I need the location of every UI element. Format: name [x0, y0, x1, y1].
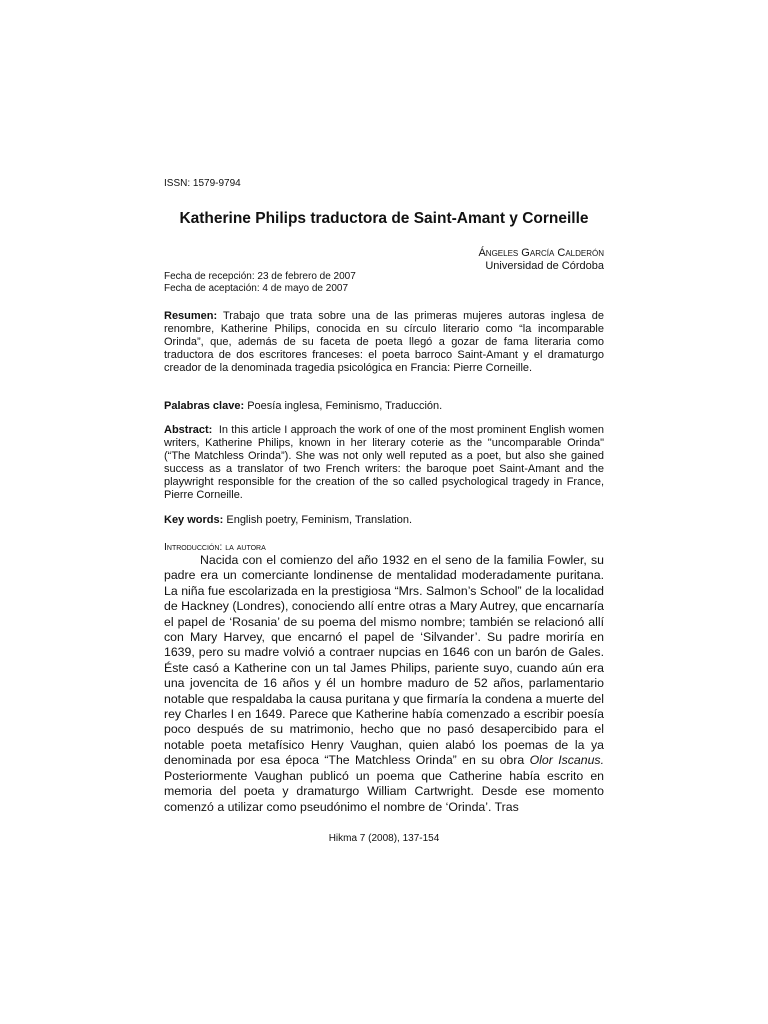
date-accepted: Fecha de aceptación: 4 de mayo de 2007 — [164, 283, 349, 294]
author-name: Ángeles García Calderón — [478, 247, 604, 259]
intro-body-paragraph: Nacida con el comienzo del año 1932 en el seno de la familia Fowler, su padre era un comerciante londinense de mentalidad moderadamente puritana. La niña fue escolarizada en la prestigiosa “Mrs. Salmon’s School” de la localidad de Hackney (Londres), conociendo allí entre otras a Mary Autrey, que encarnaría el papel de ‘Rosania’ de su poema del mismo nombre; también se relacionó allí con Mary Harvey, que encarnó el papel de ‘Silvander’. Su padre moriría en 1639, pero su madre volvió a contraer nupcias en 1646 con un barón de Gales. Éste casó a Katherine con un tal James Philips, pariente suyo, cuando aún era una jovencita de 16 años y él un hombre maduro de 52 años, parlamentario notable que respaldaba la causa puritana y que firmaría la condena a muerte del rey Charles I en 1649. Parece que Katherine había comenzado a escribir poesía poco después de su matrimonio, hecho que no pasó desapercibido para el notable poeta metafísico Henry Vaughan, quien alabó los poemas de la ya denominada por esa época “The Matchless Orinda” en su obra Olor Iscanus. Posteriormente Vaughan publicó un poema que Catherine había escrito en memoria del poeta y dramaturgo William Cartwright. Desde ese momento comenzó a utilizar como pseudónimo el nombre de ‘Orinda’. Tras — [164, 553, 604, 814]
palabras-clave-paragraph — [164, 400, 604, 413]
work-title-italic: Olor Iscanus. — [529, 753, 604, 768]
palabras-clave-text: Poesía inglesa, Feminismo, Traducción. — [247, 400, 443, 412]
resumen-text: Trabajo que trata sobre una de las primeras mujeres autoras inglesa de renombre, Katherine Philips, conocida en su círculo literario como “la incomparable Orinda”, que, además de su faceta de poeta llegó a gozar de fama literaria como traductora de dos escritores franceses: el poeta barroco Saint-Amant y el dramaturgo creador de la denominada tragedia psicológica en Francia: Pierre Corneille. — [164, 310, 604, 374]
key-words-text: English poetry, Feminism, Translation. — [226, 514, 413, 526]
abstract-label: Abstract: — [164, 424, 213, 436]
dates-block — [164, 271, 604, 295]
palabras-clave-label: Palabras clave: — [164, 400, 245, 412]
key-words-label: Key words: — [164, 514, 224, 526]
resumen-paragraph — [164, 310, 604, 375]
article-title: Katherine Philips traductora de Saint-Amant y Corneille — [179, 210, 589, 227]
author-block — [164, 247, 604, 273]
footer-citation: Hikma 7 (2008), 137-154 — [328, 833, 440, 844]
key-words-paragraph — [164, 514, 604, 527]
section-heading: Introducción: la autora — [164, 541, 266, 553]
abstract-paragraph — [164, 424, 604, 502]
issn-line: ISSN: 1579-9794 — [164, 178, 241, 189]
resumen-label: Resumen: — [164, 310, 218, 322]
abstract-text: In this article I approach the work of one of the most prominent English women writers, Katherine Philips, known in her literary coterie as the "uncomparable Orinda" (“The Matchless Orinda”). She was not only well reputed as a poet, but also she gained success as a translator of two French writers: the baroque poet Saint-Amant and the playwright responsible for the creation of the so called psychological tragedy in France, Pierre Corneille. — [164, 424, 604, 501]
author-affiliation: Universidad de Córdoba — [485, 260, 604, 272]
date-received: Fecha de recepción: 23 de febrero de 2007 — [164, 271, 356, 282]
